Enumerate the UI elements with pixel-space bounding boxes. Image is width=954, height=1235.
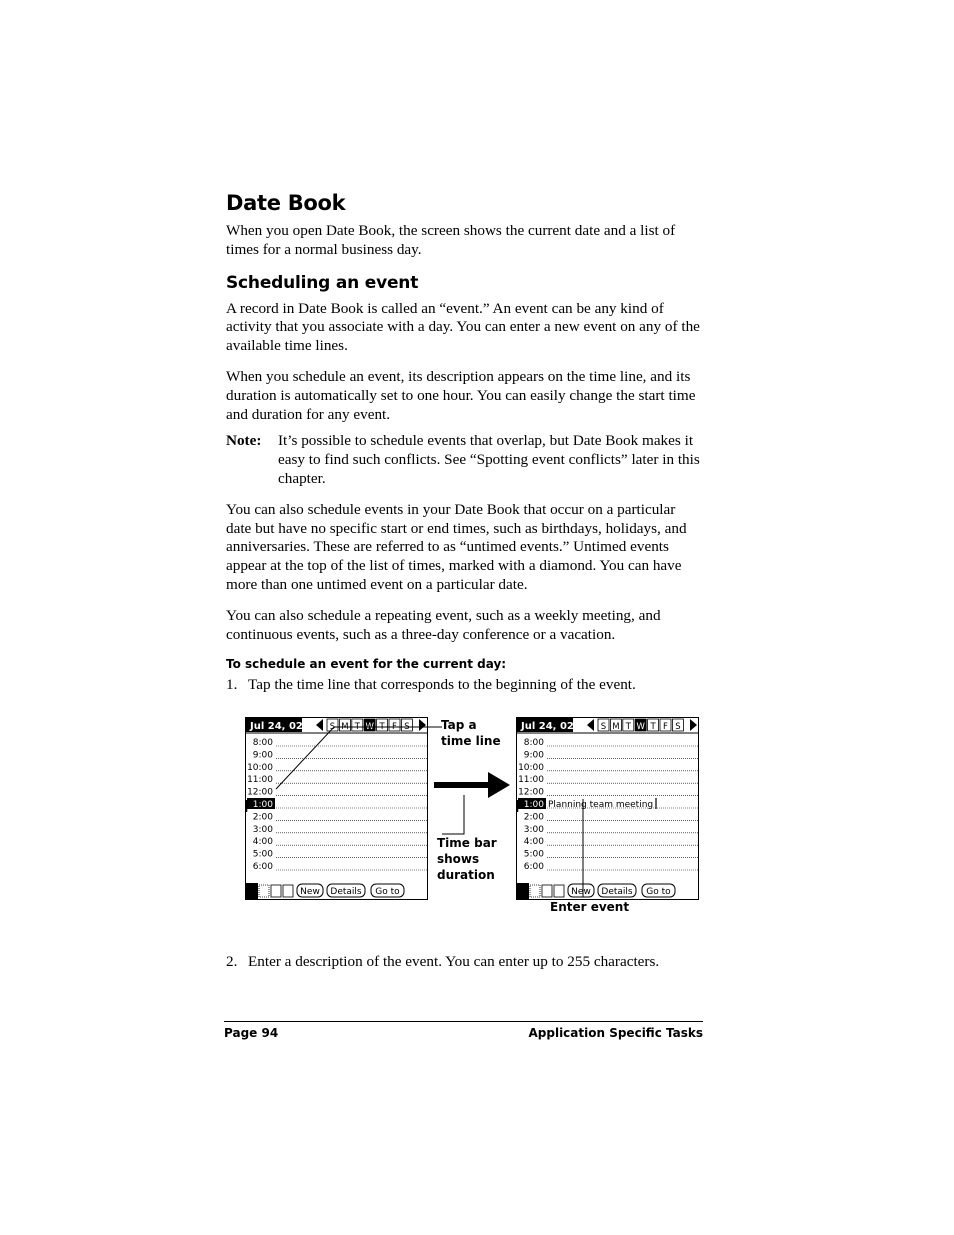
event-text: Planning team meeting xyxy=(548,800,654,811)
time-label: 11:00 xyxy=(247,775,273,786)
time-label: 10:00 xyxy=(247,762,273,773)
paragraph: You can also schedule events in your Date Book that occur on a particular date but have no specific start or end times, such as birthdays, holidays, and anniversaries. These are referred to as “untimed events.” Untimed events appear at the top of the list of times, marked with a diamond. You can have more than one untimed event on a particular date. xyxy=(226,500,687,593)
paragraph: You can also schedule a repeating event, such as a weekly meeting, and continuous events, such as a three-day conference or a vacation. xyxy=(226,606,661,643)
toolbar-button-label: New xyxy=(571,887,591,898)
section-title: Scheduling an event xyxy=(226,272,419,293)
callout-tap-line: Tap a time line xyxy=(441,718,501,749)
day-label: T xyxy=(354,722,360,733)
toolbar-button-label: Go to xyxy=(375,887,400,898)
toolbar-button-label: New xyxy=(300,887,320,898)
time-label: 9:00 xyxy=(252,750,273,761)
day-label: M xyxy=(341,722,349,733)
day-label: F xyxy=(663,722,668,733)
time-label: 8:00 xyxy=(252,738,273,749)
time-label: 10:00 xyxy=(518,762,544,773)
day-label: S xyxy=(404,722,410,733)
day-label: S xyxy=(675,722,681,733)
note xyxy=(226,432,704,488)
day-label: T xyxy=(625,722,631,733)
time-label: 6:00 xyxy=(252,862,273,873)
day-label: W xyxy=(636,722,645,733)
day-label: T xyxy=(379,722,385,733)
day-label: M xyxy=(612,722,620,733)
page-footer xyxy=(224,1021,703,1040)
time-label: 3:00 xyxy=(523,824,544,835)
day-label: F xyxy=(392,722,397,733)
time-label: 2:00 xyxy=(523,812,544,823)
toolbar-button-label: Details xyxy=(601,887,633,898)
note-text: It’s possible to schedule events that overlap, but Date Book makes it easy to find such conflicts. See “Spotting event conflicts” later in this chapter. xyxy=(278,432,700,487)
step-item: 2. Enter a description of the event. You can enter up to 255 characters. xyxy=(226,953,660,971)
day-label: T xyxy=(650,722,656,733)
time-label: 1:00 xyxy=(252,800,273,811)
date-label: Jul 24, 02 xyxy=(521,721,574,733)
paragraph: When you schedule an event, its description appears on the time line, and its duration is automatically set to one hour. You can easily change the start time and duration for any event. xyxy=(226,367,696,423)
page-title: Date Book xyxy=(226,191,346,215)
screenshot-figure xyxy=(226,701,704,953)
time-label: 8:00 xyxy=(523,738,544,749)
procedure-title: To schedule an event for the current day: xyxy=(226,657,507,672)
note-label: Note: xyxy=(226,432,262,450)
time-label: 1:00 xyxy=(523,800,544,811)
time-label: 3:00 xyxy=(252,824,273,835)
callout-time-bar: Time bar shows duration xyxy=(437,836,497,883)
toolbar-button-label: Details xyxy=(330,887,362,898)
time-label: 11:00 xyxy=(518,775,544,786)
time-label: 5:00 xyxy=(252,849,273,860)
time-label: 6:00 xyxy=(523,862,544,873)
date-label: Jul 24, 02 xyxy=(250,721,303,733)
toolbar-button-label: Go to xyxy=(646,887,671,898)
callout-enter-event: Enter event xyxy=(550,900,630,915)
day-label: W xyxy=(365,722,374,733)
footer-section: Application Specific Tasks xyxy=(528,1026,703,1040)
day-label: S xyxy=(329,722,336,733)
time-label: 12:00 xyxy=(518,787,544,798)
time-label: 4:00 xyxy=(252,837,273,848)
page-number: Page 94 xyxy=(224,1026,279,1040)
time-label: 12:00 xyxy=(247,787,273,798)
page-content xyxy=(226,190,704,972)
time-label: 5:00 xyxy=(523,849,544,860)
time-label: 4:00 xyxy=(523,837,544,848)
step-item: 1. Tap the time line that corresponds to the beginning of the event. xyxy=(226,676,636,694)
paragraph: A record in Date Book is called an “event.” An event can be any kind of activity that you associate with a day. You can enter a new event on any of the available time lines. xyxy=(226,299,700,355)
time-label: 9:00 xyxy=(523,750,544,761)
day-label: S xyxy=(600,722,607,733)
time-label: 2:00 xyxy=(252,812,273,823)
intro-paragraph: When you open Date Book, the screen shows the current date and a list of times for a normal business day. xyxy=(226,222,676,258)
